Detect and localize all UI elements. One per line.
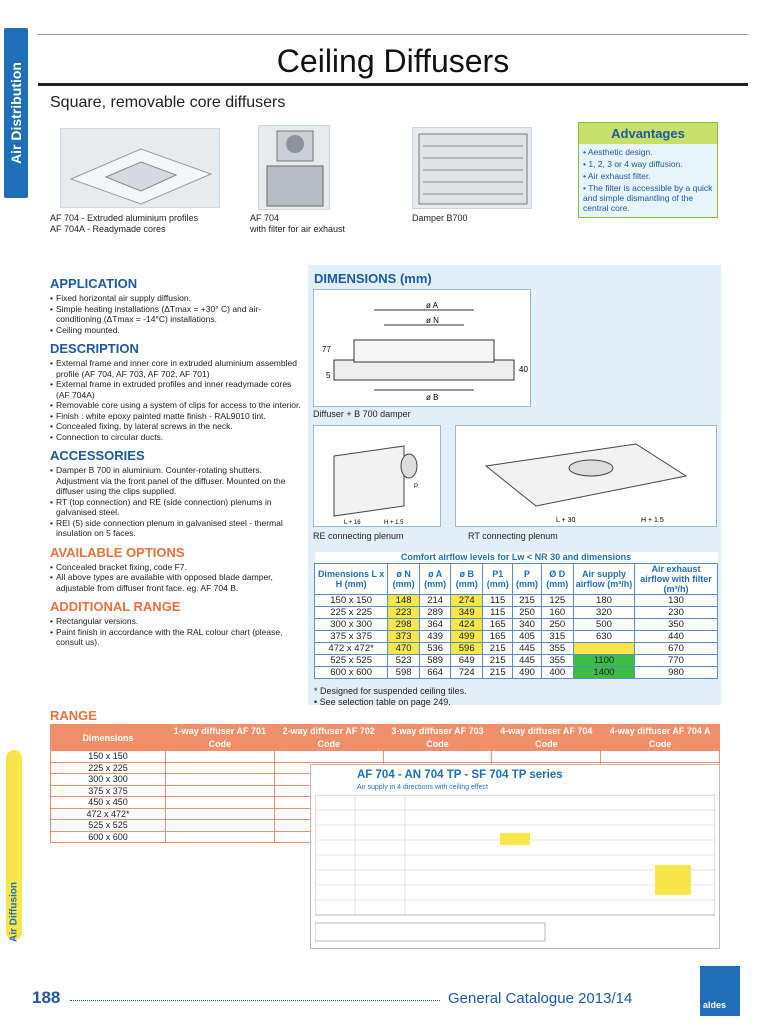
- note: * Designed for suspended ceiling tiles.: [314, 686, 467, 696]
- col-header: 4-way diffuser AF 704: [492, 725, 601, 738]
- damper-illustration: [413, 128, 533, 210]
- cell: 215: [483, 666, 513, 678]
- cell: 350: [635, 618, 718, 630]
- cell: 289: [419, 606, 450, 618]
- cell: 596: [451, 642, 483, 654]
- cell: 589: [419, 654, 450, 666]
- re-dim-h: H + 1.5: [384, 520, 404, 526]
- diffuser-image: [60, 128, 220, 208]
- list-item: • Simple heating installations (ΔTmax = +30° C) and air-conditioning (ΔTmax = -14°C) installations.: [50, 304, 302, 325]
- list-item: • Connection to circular ducts.: [50, 432, 302, 443]
- cell: 130: [635, 594, 718, 606]
- advantage-item: • The filter is accessible by a quick and simple dismantling of the central core.: [583, 183, 713, 213]
- table-row: [315, 606, 718, 618]
- selection-grid: [315, 795, 715, 945]
- accessories-title: ACCESSORIES: [50, 448, 145, 463]
- cell: 274: [451, 594, 483, 606]
- table-row: [315, 618, 718, 630]
- diffuser-illustration: [61, 129, 221, 209]
- code-header: Code: [274, 738, 383, 751]
- dim-label-n: ø N: [426, 316, 439, 325]
- cell: 472 x 472*: [51, 808, 166, 820]
- airflow-table-band: Comfort airflow levels for Lw < NR 30 and dimensions: [315, 552, 718, 563]
- side-bar: [0, 0, 32, 1024]
- page-title: Ceiling Diffusers: [38, 34, 748, 86]
- table-row: [315, 642, 718, 654]
- advantages-box: [578, 122, 718, 218]
- col-header: ø A (mm): [419, 563, 450, 594]
- table-row: [315, 666, 718, 678]
- re-dim-p: P: [414, 484, 419, 490]
- re-plenum-drawing: [313, 425, 441, 527]
- advantage-item: • Aesthetic design.: [583, 147, 653, 157]
- cell: 160: [541, 606, 573, 618]
- table-row: [51, 751, 720, 763]
- diffuser-damper-drawing: [313, 289, 531, 407]
- cell: 472 x 472*: [315, 642, 388, 654]
- cell: 445: [513, 642, 541, 654]
- col-header: P1 (mm): [483, 563, 513, 594]
- cell: 630: [573, 630, 634, 642]
- code-header: Code: [492, 738, 601, 751]
- logo-text: aldes: [703, 1000, 727, 1010]
- dim-label-b: ø B: [426, 393, 439, 402]
- cell: 150 x 150: [51, 751, 166, 763]
- caption-line: Damper B700: [412, 213, 468, 223]
- re-plenum-illustration: [314, 426, 442, 528]
- table-notes: [314, 686, 467, 708]
- list-item: • RT (top connection) and RE (side connection) plenums in galvanised steel.: [50, 497, 302, 518]
- cell: 523: [388, 654, 420, 666]
- cell: 405: [513, 630, 541, 642]
- cell: 165: [483, 630, 513, 642]
- cell: 439: [419, 630, 450, 642]
- col-header: 3-way diffuser AF 703: [383, 725, 492, 738]
- page-number: 188: [32, 988, 61, 1007]
- list-item: • Ceiling mounted.: [50, 325, 302, 336]
- diffuser-filter-image: [258, 125, 330, 210]
- col-header: ø N (mm): [388, 563, 420, 594]
- cell: 600 x 600: [51, 831, 166, 843]
- rt-dim-h: H + 1.5: [641, 517, 664, 524]
- cell: 300 x 300: [51, 774, 166, 786]
- cell: 499: [451, 630, 483, 642]
- cell: 450 x 450: [51, 797, 166, 809]
- col-header: ø B (mm): [451, 563, 483, 594]
- list-item: • Damper B 700 in aluminium. Counter-rotating shutters. Adjustment via the front panel of the diffuser. Mounted on the diffuser using the clips supplied.: [50, 465, 302, 497]
- cell: 525 x 525: [51, 820, 166, 832]
- re-dim-l: L + 16: [344, 520, 361, 526]
- cell: 400: [541, 666, 573, 678]
- cell: 598: [388, 666, 420, 678]
- list-item: • REI (5) side connection plenum in galvanised steel - thermal insulation on 5 faces.: [50, 518, 302, 539]
- advantages-title: Advantages: [579, 123, 717, 144]
- drawing-caption: Diffuser + B 700 damper: [313, 409, 411, 419]
- advantage-text: Air exhaust filter.: [587, 171, 651, 181]
- advantage-text: The filter is accessible by a quick and simple dismantling of the central core.: [583, 183, 713, 213]
- dim-label-77: 77: [322, 345, 331, 354]
- damper-image: [412, 127, 532, 209]
- product-caption: [250, 213, 345, 235]
- advantage-text: Aesthetic design.: [587, 147, 653, 157]
- aldes-logo: [700, 966, 740, 1016]
- cell: 250: [541, 618, 573, 630]
- cell: 724: [451, 666, 483, 678]
- airflow-table: [314, 552, 718, 679]
- options-title: AVAILABLE OPTIONS: [50, 544, 185, 560]
- rt-plenum-illustration: [456, 426, 718, 528]
- cell: [573, 642, 634, 654]
- col-header: Air exhaust airflow with filter (m³/h): [635, 563, 718, 594]
- inset-title: AF 704 - AN 704 TP - SF 704 TP series: [357, 769, 563, 781]
- drawing-caption: RT connecting plenum: [468, 531, 558, 541]
- caption-line: AF 704A - Readymade cores: [50, 224, 166, 234]
- product-caption: [412, 213, 468, 224]
- catalogue-label: General Catalogue 2013/14: [448, 990, 633, 1007]
- list-item: • Fixed horizontal air supply diffusion.: [50, 293, 302, 304]
- cell: 500: [573, 618, 634, 630]
- cell: 649: [451, 654, 483, 666]
- cell: 1400: [573, 666, 634, 678]
- cell: 770: [635, 654, 718, 666]
- drawing-caption: RE connecting plenum: [313, 531, 404, 541]
- cell: 320: [573, 606, 634, 618]
- cell: 125: [541, 594, 573, 606]
- cell: 225 x 225: [51, 762, 166, 774]
- code-header: Code: [166, 738, 275, 751]
- col-header: 4-way diffuser AF 704 A: [601, 725, 720, 738]
- inset-subtitle: Air supply in 4 directions with ceiling effect: [357, 784, 488, 791]
- col-header: P (mm): [513, 563, 541, 594]
- footer-divider: [70, 1000, 440, 1001]
- cell: 373: [388, 630, 420, 642]
- cell: 490: [513, 666, 541, 678]
- cell: 355: [541, 642, 573, 654]
- table-row: [315, 654, 718, 666]
- section-tab-label: Air Distribution: [8, 62, 24, 164]
- cell: 536: [419, 642, 450, 654]
- left-column: [50, 270, 302, 648]
- range-title: RANGE: [50, 708, 97, 723]
- cell: 180: [573, 594, 634, 606]
- section-drawing: [314, 290, 532, 408]
- table-row: [315, 594, 718, 606]
- dimensions-title: DIMENSIONS (mm): [314, 271, 432, 286]
- cell: 355: [541, 654, 573, 666]
- cell: 298: [388, 618, 420, 630]
- section-tab-air-diffusion: [6, 750, 22, 940]
- cell: 214: [419, 594, 450, 606]
- list-item: • Rectangular versions.: [50, 616, 302, 627]
- cell: 525 x 525: [315, 654, 388, 666]
- code-header: Code: [601, 738, 720, 751]
- list-item: • Paint finish in accordance with the RAL colour chart (please, consult us).: [50, 627, 302, 648]
- rt-plenum-drawing: [455, 425, 717, 527]
- caption-line: AF 704 - Extruded aluminium profiles: [50, 213, 199, 223]
- advantage-text: 1, 2, 3 or 4 way diffusion.: [588, 159, 683, 169]
- rt-dim-l: L + 30: [556, 517, 576, 524]
- cell: 300 x 300: [315, 618, 388, 630]
- list-item: • Concealed bracket fixing, code F7.: [50, 562, 302, 573]
- cell: 1100: [573, 654, 634, 666]
- dim-label-5: 5: [326, 371, 331, 380]
- cell: 375 x 375: [315, 630, 388, 642]
- cell: 670: [635, 642, 718, 654]
- note: • See selection table on page 249.: [314, 697, 451, 707]
- cell: 349: [451, 606, 483, 618]
- cell: 215: [483, 654, 513, 666]
- table-row: [315, 630, 718, 642]
- product-caption: [50, 213, 198, 235]
- cell: 980: [635, 666, 718, 678]
- dim-label-40: 40: [519, 365, 528, 374]
- list-item: • External frame and inner core in extruded aluminium assembled profile (AF 704, AF 703, AF 702, AF 701): [50, 358, 302, 379]
- cell: 440: [635, 630, 718, 642]
- additional-range-title: ADDITIONAL RANGE: [50, 599, 181, 614]
- caption-line: AF 704: [250, 213, 280, 223]
- cell: 115: [483, 606, 513, 618]
- col-header: 2-way diffuser AF 702: [274, 725, 383, 738]
- list-item: • All above types are available with opposed blade damper, adjustable from diffuser front face. eg. AF 704 B.: [50, 572, 302, 593]
- cell: 364: [419, 618, 450, 630]
- cell: 223: [388, 606, 420, 618]
- list-item: • External frame in extruded profiles and inner readymade cores (AF 704A): [50, 379, 302, 400]
- advantage-item: • Air exhaust filter.: [583, 171, 651, 181]
- col-header: 1-way diffuser AF 701: [166, 725, 275, 738]
- cell: 315: [541, 630, 573, 642]
- col-header: Dimensions L x H (mm): [315, 563, 388, 594]
- cell: 150 x 150: [315, 594, 388, 606]
- col-header: Dimensions: [51, 725, 166, 751]
- cell: 215: [513, 594, 541, 606]
- cell: 445: [513, 654, 541, 666]
- description-title: DESCRIPTION: [50, 341, 139, 356]
- selection-table-inset: [310, 764, 720, 949]
- cell: 470: [388, 642, 420, 654]
- page-subtitle: Square, removable core diffusers: [50, 94, 286, 111]
- cell: 250: [513, 606, 541, 618]
- cell: 600 x 600: [315, 666, 388, 678]
- col-header: Air supply airflow (m³/h): [573, 563, 634, 594]
- cell: 215: [483, 642, 513, 654]
- cell: 664: [419, 666, 450, 678]
- cell: 230: [635, 606, 718, 618]
- section-tab-air-distribution: [4, 28, 28, 198]
- cell: 225 x 225: [315, 606, 388, 618]
- section-tab-sub-label: Air Diffusion: [8, 881, 20, 942]
- cell: 375 x 375: [51, 785, 166, 797]
- list-item: • Finish : white epoxy painted matte finish - RAL9010 tint.: [50, 411, 302, 422]
- filter-illustration: [259, 126, 331, 211]
- dim-label-a: ø A: [426, 301, 439, 310]
- advantage-item: • 1, 2, 3 or 4 way diffusion.: [583, 159, 683, 169]
- col-header: Ø D (mm): [541, 563, 573, 594]
- cell: 115: [483, 594, 513, 606]
- cell: 340: [513, 618, 541, 630]
- list-item: • Removable core using a system of clips for access to the interior.: [50, 400, 302, 411]
- application-title: APPLICATION: [50, 276, 138, 291]
- cell: 424: [451, 618, 483, 630]
- caption-line: with filter for air exhaust: [250, 224, 346, 234]
- cell: 148: [388, 594, 420, 606]
- code-header: Code: [383, 738, 492, 751]
- list-item: • Concealed fixing, by lateral screws in the neck.: [50, 421, 302, 432]
- cell: 165: [483, 618, 513, 630]
